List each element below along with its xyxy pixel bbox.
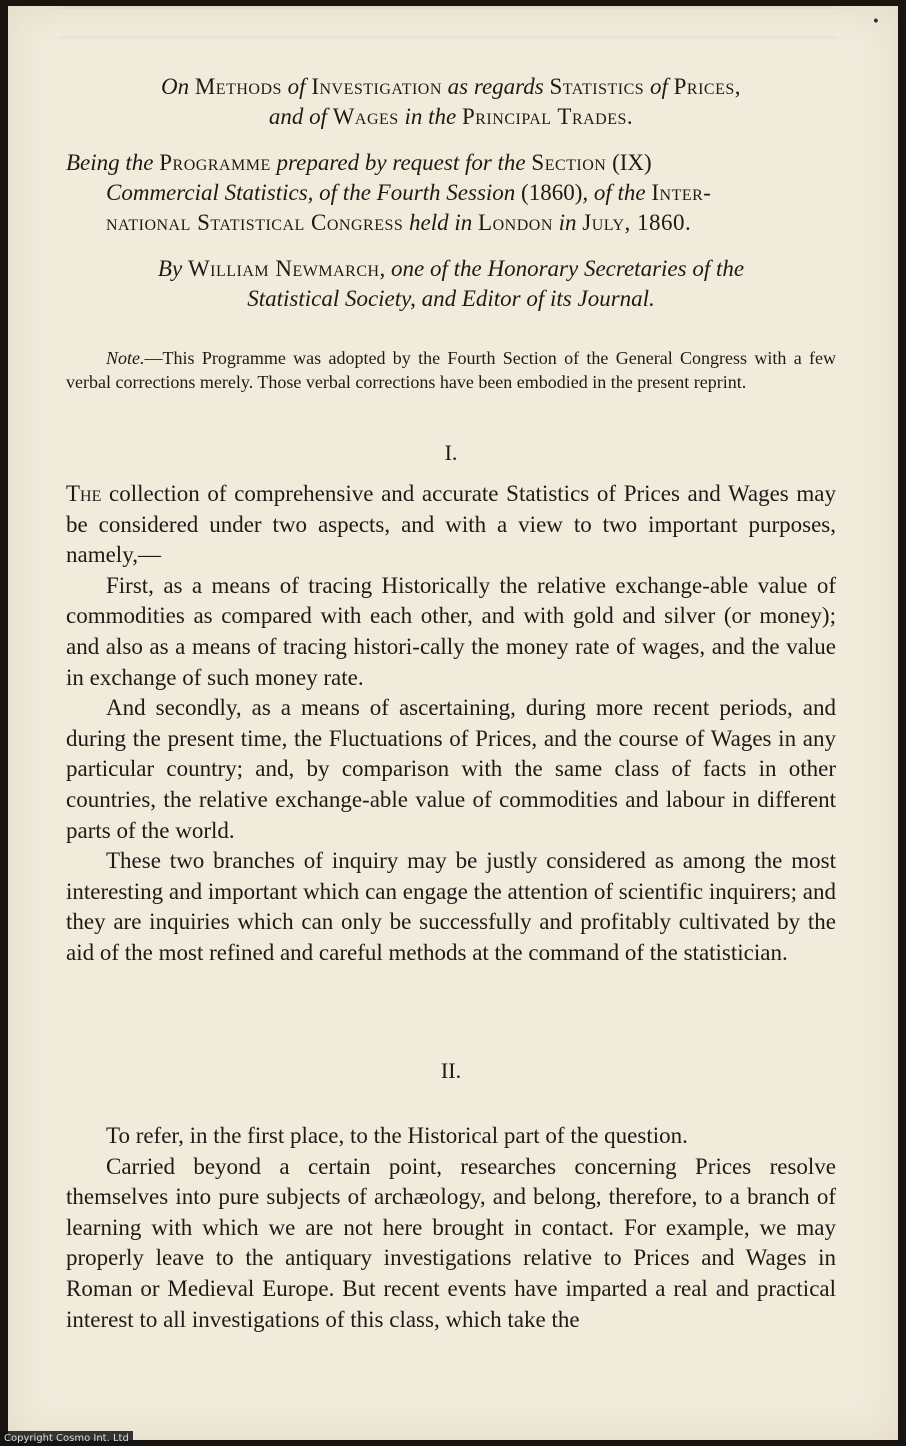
paragraph: These two branches of inquiry may be justly considered as among the most interesting and important which can engage the attention of scientific inquirers; and they are inquiries which can only be successfully and profitably cultivated by the aid of the most refined and careful methods at the command of the statistician. (66, 848, 836, 965)
paragraph: Carried beyond a certain point, researches concerning Prices resolve themselves into pure subjects of archæology, and belong, therefore, to a branch of learning with which we are not here brought in contact. For example, we may properly leave to the antiquary investigations relative to Prices and Wages in Roman or Medieval Europe. But recent events have imparted a real and practical interest to all investigations of this class, which take the (66, 1153, 836, 1332)
article-title: On Methods of Investigation as regards Statistics of Prices, and of Wages in the Principal Trades. (160, 74, 741, 129)
paragraph: The collection of comprehensive and accurate Statistics of Prices and Wages may be considered under two aspects, and with a view to two important purposes, namely,— (66, 481, 836, 568)
programme-description: Being the Programme prepared by request for the Section (IX) Commercial Statistics, of the Fourth Session (1860), of the Inter- national Statistical Congress held in London in July, 1860. (66, 150, 712, 235)
paragraph: To refer, in the first place, to the Historical part of the question. (106, 1123, 688, 1148)
show-through-text (58, 6, 838, 66)
note-label: Note. (106, 348, 145, 368)
paragraph: And secondly, as a means of ascertaining, during more recent periods, and during the present time, the Fluctuations of Prices, and the course of Wages in any particular country; and, by comparison with the same class of facts in other countries, the relative exchange-able value of commodities and labour in different parts of the world. (66, 695, 836, 843)
author-line: By William Newmarch, one of the Honorary Secretaries of the Statistical Society, and Editor of its Journal. (157, 256, 745, 311)
page-mark: • (871, 14, 880, 30)
document-page (8, 6, 898, 1440)
section-heading-2: II. (440, 1058, 462, 1083)
copyright-watermark: Copyright Cosmo Int. Ltd (0, 1431, 133, 1446)
section-2-body (66, 1121, 836, 1335)
note-text: —This Programme was adopted by the Fourth Section of the General Congress with a few verbal corrections merely. Those verbal corrections have been embodied in the present reprint. (66, 348, 836, 392)
note-paragraph (66, 346, 836, 394)
section-heading-1: I. (444, 440, 458, 465)
section-1-body (66, 479, 836, 969)
paragraph: First, as a means of tracing Historically the relative exchange-able value of commodities as compared with each other, and with gold and silver (or money); and also as a means of tracing histori-cally the money rate of wages, and the value in exchange of such money rate. (66, 572, 836, 690)
